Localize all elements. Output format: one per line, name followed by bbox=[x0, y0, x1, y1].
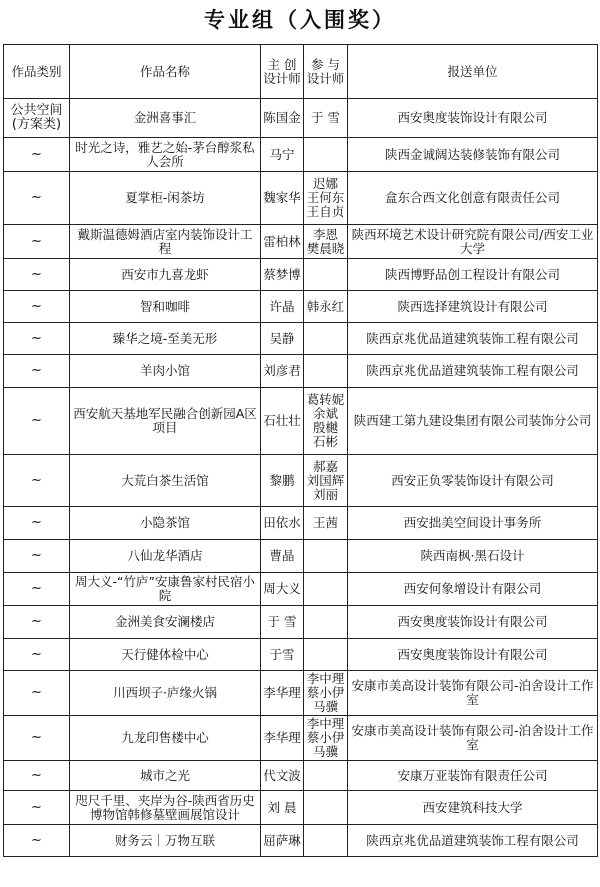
row-main-designer: 马宁 bbox=[261, 138, 304, 172]
row-co-designer bbox=[304, 573, 348, 606]
row-co-designer: 郝嘉 刘国辉 刘丽 bbox=[304, 455, 348, 507]
row-category: ~ bbox=[4, 716, 70, 761]
row-main-designer: 周大义 bbox=[261, 573, 304, 606]
row-main-designer: 刘彦君 bbox=[261, 355, 304, 388]
row-category: ~ bbox=[4, 573, 70, 606]
table-row bbox=[4, 606, 598, 639]
row-co-designer bbox=[304, 138, 348, 172]
row-category: ~ bbox=[4, 540, 70, 573]
row-main-designer: 屈萨琳 bbox=[261, 825, 304, 857]
row-category: 公共空间 (方案类) bbox=[4, 99, 70, 138]
row-project-name: 财务云｜万物互联 bbox=[70, 825, 261, 857]
row-co-designer bbox=[304, 323, 348, 355]
table-row bbox=[4, 455, 598, 507]
row-project-name: 戴斯温德姆酒店室内装饰设计工程 bbox=[70, 225, 261, 259]
row-unit: 西安拙美空间设计事务所 bbox=[348, 507, 598, 540]
row-co-designer: 王茜 bbox=[304, 507, 348, 540]
row-main-designer: 李华理 bbox=[261, 671, 304, 716]
row-unit: 盒东合西文化创意有限责任公司 bbox=[348, 172, 598, 225]
row-project-name: 金洲美食安澜楼店 bbox=[70, 606, 261, 639]
row-main-designer: 陈国金 bbox=[261, 99, 304, 138]
row-main-designer: 刘 晨 bbox=[261, 791, 304, 825]
award-table bbox=[3, 44, 598, 857]
table-row bbox=[4, 671, 598, 716]
page-title: 专业组（入围奖） bbox=[204, 8, 396, 32]
row-co-designer bbox=[304, 791, 348, 825]
table-row bbox=[4, 573, 598, 606]
row-main-designer: 蔡梦博 bbox=[261, 259, 304, 291]
table-row bbox=[4, 791, 598, 825]
row-unit: 西安正负零装饰设计有限公司 bbox=[348, 455, 598, 507]
row-category: ~ bbox=[4, 138, 70, 172]
row-category: ~ bbox=[4, 355, 70, 388]
row-co-designer: 迟娜 王何东 王自贞 bbox=[304, 172, 348, 225]
row-project-name: 周大义-“竹庐”安康鲁家村民宿小院 bbox=[70, 573, 261, 606]
table-header-row bbox=[4, 45, 598, 99]
row-project-name: 川西坝子·庐缘火锅 bbox=[70, 671, 261, 716]
row-project-name: 夏掌柜-闲茶坊 bbox=[70, 172, 261, 225]
row-co-designer: 李中理 蔡小伊 马骥 bbox=[304, 716, 348, 761]
header-co-designer: 参 与 设计师 bbox=[304, 45, 348, 99]
row-category: ~ bbox=[4, 507, 70, 540]
row-co-designer: 葛转妮 余斌 殷樾 石彬 bbox=[304, 388, 348, 455]
table-row bbox=[4, 825, 598, 857]
row-unit: 安康万亚装饰有限责任公司 bbox=[348, 761, 598, 791]
row-unit: 陕西京兆优品道建筑装饰工程有限公司 bbox=[348, 355, 598, 388]
row-unit: 安康市美高设计装饰有限公司-泊舍设计工作室 bbox=[348, 716, 598, 761]
row-category: ~ bbox=[4, 825, 70, 857]
row-unit: 西安奥度装饰设计有限公司 bbox=[348, 639, 598, 671]
row-main-designer: 于 雪 bbox=[261, 606, 304, 639]
row-category: ~ bbox=[4, 606, 70, 639]
row-co-designer: 于 雪 bbox=[304, 99, 348, 138]
table-row bbox=[4, 388, 598, 455]
row-unit: 西安奥度装饰设计有限公司 bbox=[348, 606, 598, 639]
row-co-designer bbox=[304, 639, 348, 671]
header-category: 作品类别 bbox=[4, 45, 70, 99]
row-category: ~ bbox=[4, 172, 70, 225]
row-co-designer bbox=[304, 355, 348, 388]
row-project-name: 城市之光 bbox=[70, 761, 261, 791]
row-unit: 西安何象增设计有限公司 bbox=[348, 573, 598, 606]
row-category: ~ bbox=[4, 671, 70, 716]
row-unit: 陕西选择建筑设计有限公司 bbox=[348, 291, 598, 323]
row-project-name: 小隐茶馆 bbox=[70, 507, 261, 540]
row-main-designer: 吴静 bbox=[261, 323, 304, 355]
row-unit: 陕西博野品创工程设计有限公司 bbox=[348, 259, 598, 291]
row-co-designer: 李恩 樊晨晓 bbox=[304, 225, 348, 259]
row-project-name: 九龙印售楼中心 bbox=[70, 716, 261, 761]
row-main-designer: 许晶 bbox=[261, 291, 304, 323]
row-category: ~ bbox=[4, 455, 70, 507]
table-row bbox=[4, 540, 598, 573]
row-project-name: 咫尺千里、夹岸为谷-陕西省历史博物馆韩修墓壁画展馆设计 bbox=[70, 791, 261, 825]
row-project-name: 时光之诗，雅艺之始-茅台醇浆私人会所 bbox=[70, 138, 261, 172]
table-row bbox=[4, 323, 598, 355]
row-co-designer bbox=[304, 540, 348, 573]
row-project-name: 智和咖啡 bbox=[70, 291, 261, 323]
table-row bbox=[4, 138, 598, 172]
table-row bbox=[4, 259, 598, 291]
table-row bbox=[4, 355, 598, 388]
row-category: ~ bbox=[4, 323, 70, 355]
row-project-name: 臻华之境-至美无形 bbox=[70, 323, 261, 355]
row-project-name: 羊肉小馆 bbox=[70, 355, 261, 388]
row-category: ~ bbox=[4, 259, 70, 291]
header-main-designer: 主 创 设计师 bbox=[261, 45, 304, 99]
row-category: ~ bbox=[4, 291, 70, 323]
table-row bbox=[4, 99, 598, 138]
row-main-designer: 魏家华 bbox=[261, 172, 304, 225]
row-co-designer: 李中理 蔡小伊 马骥 bbox=[304, 671, 348, 716]
table-row bbox=[4, 225, 598, 259]
table-row bbox=[4, 761, 598, 791]
row-unit: 陕西金诚阔达装修装饰有限公司 bbox=[348, 138, 598, 172]
header-name: 作品名称 bbox=[70, 45, 261, 99]
row-main-designer: 黎鹏 bbox=[261, 455, 304, 507]
row-main-designer: 代文波 bbox=[261, 761, 304, 791]
row-category: ~ bbox=[4, 761, 70, 791]
row-category: ~ bbox=[4, 388, 70, 455]
row-unit: 陕西南枫·黑石设计 bbox=[348, 540, 598, 573]
row-co-designer bbox=[304, 606, 348, 639]
row-unit: 西安奥度装饰设计有限公司 bbox=[348, 99, 598, 138]
header-unit: 报送单位 bbox=[348, 45, 598, 99]
row-unit: 陕西京兆优品道建筑装饰工程有限公司 bbox=[348, 825, 598, 857]
row-co-designer: 韩永红 bbox=[304, 291, 348, 323]
row-main-designer: 田依水 bbox=[261, 507, 304, 540]
row-project-name: 大荒白茶生活馆 bbox=[70, 455, 261, 507]
row-category: ~ bbox=[4, 639, 70, 671]
row-main-designer: 石壮壮 bbox=[261, 388, 304, 455]
row-project-name: 西安市九喜龙虾 bbox=[70, 259, 261, 291]
table-row bbox=[4, 716, 598, 761]
row-co-designer bbox=[304, 761, 348, 791]
row-unit: 陕西环境艺术设计研究院有限公司/西安工业大学 bbox=[348, 225, 598, 259]
row-project-name: 金洲喜事汇 bbox=[70, 99, 261, 138]
row-unit: 安康市美高设计装饰有限公司-泊舍设计工作室 bbox=[348, 671, 598, 716]
table-row bbox=[4, 507, 598, 540]
table-row bbox=[4, 639, 598, 671]
row-unit: 陕西建工第九建设集团有限公司装饰分公司 bbox=[348, 388, 598, 455]
row-project-name: 西安航天基地军民融合创新园A区项目 bbox=[70, 388, 261, 455]
row-category: ~ bbox=[4, 791, 70, 825]
table-row bbox=[4, 291, 598, 323]
row-main-designer: 李华理 bbox=[261, 716, 304, 761]
row-co-designer bbox=[304, 825, 348, 857]
row-unit: 西安建筑科技大学 bbox=[348, 791, 598, 825]
row-main-designer: 雷柏林 bbox=[261, 225, 304, 259]
row-co-designer bbox=[304, 259, 348, 291]
row-unit: 陕西京兆优品道建筑装饰工程有限公司 bbox=[348, 323, 598, 355]
row-main-designer: 于雪 bbox=[261, 639, 304, 671]
table-row bbox=[4, 172, 598, 225]
row-category: ~ bbox=[4, 225, 70, 259]
row-project-name: 八仙龙华酒店 bbox=[70, 540, 261, 573]
row-project-name: 天行健体检中心 bbox=[70, 639, 261, 671]
row-main-designer: 曹晶 bbox=[261, 540, 304, 573]
